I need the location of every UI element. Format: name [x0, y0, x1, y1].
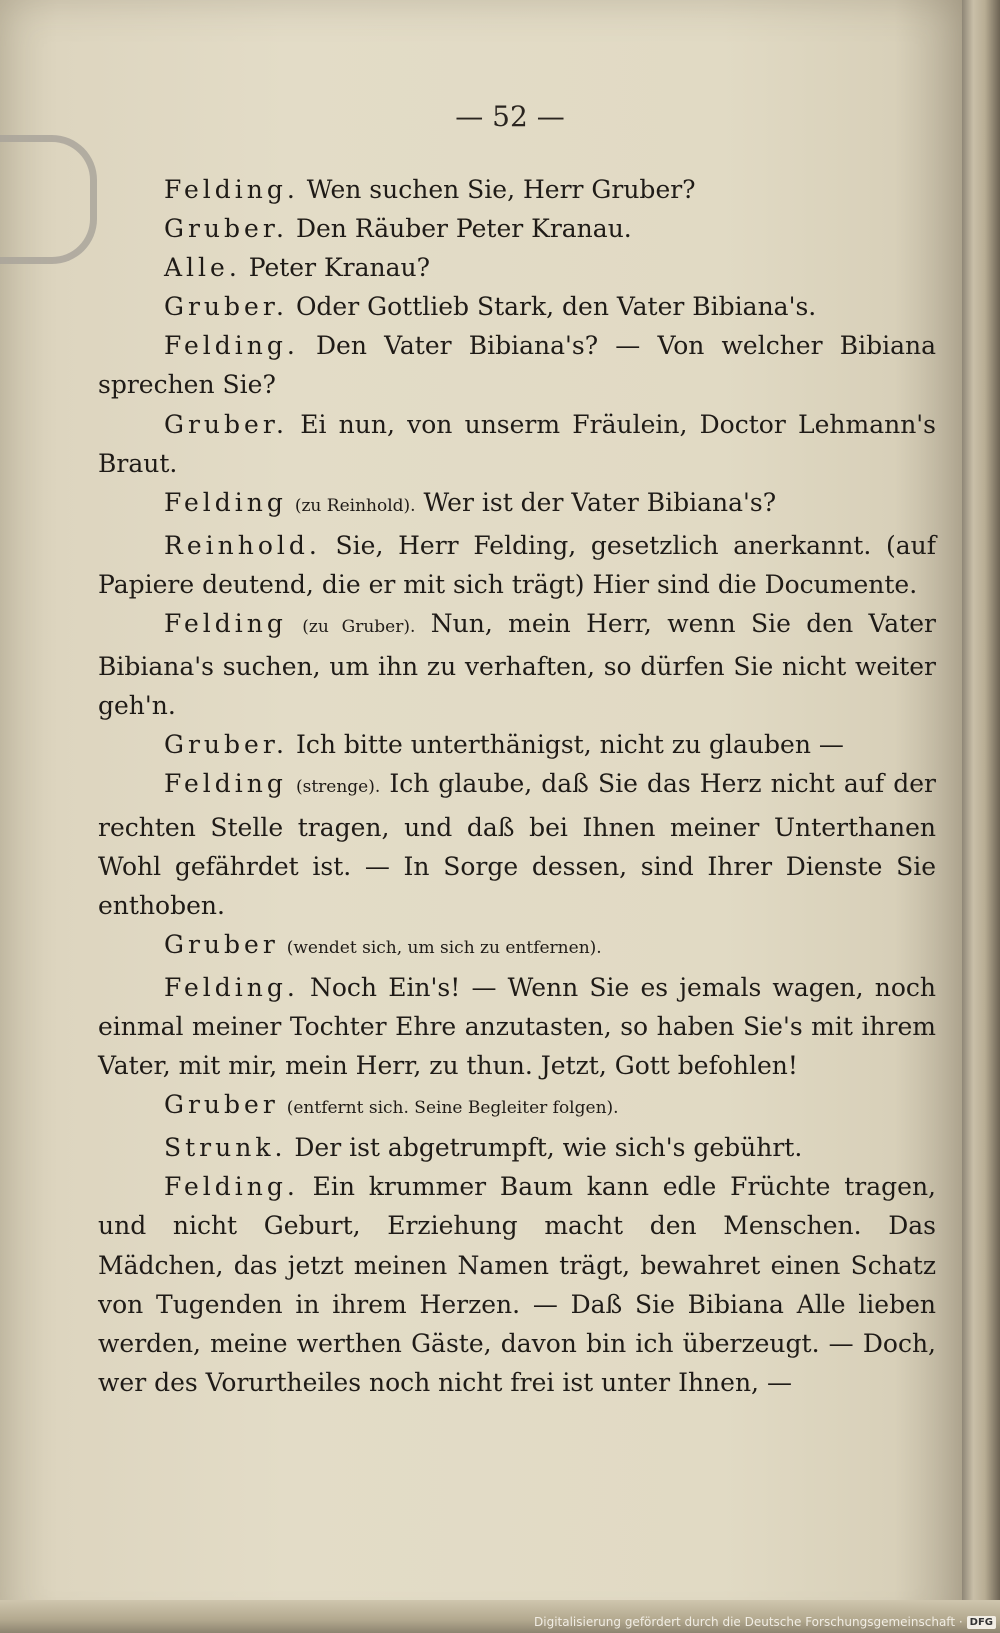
credit-text: Digitalisierung gefördert durch die Deutsche Forschungsgemeinschaft · — [534, 1615, 963, 1629]
dialogue-line — [98, 209, 936, 248]
speaker-name: Strunk. — [164, 1133, 287, 1163]
dialogue-line — [98, 405, 936, 483]
spoken-text: Ein krummer Baum kann edle Früchte tragen, und nicht Geburt, Erziehung macht den Menschen. Das Mädchen, das jetzt meinen Namen trägt, bewahret einen Schatz von Tugenden in ihrem Herzen. — Daß Sie Bibiana Alle lieben werden, meine werthen Gäste, davon bin ich überzeugt. — Doch, wer des Vorurtheiles noch nicht frei ist unter Ihnen, — — [98, 1172, 936, 1397]
speaker-name: Felding. — [164, 972, 299, 1002]
page-edge-right — [962, 0, 1000, 1633]
stage-direction: (strenge). — [295, 777, 381, 798]
dialogue-line — [98, 287, 936, 326]
spoken-text: Noch Ein's! — Wenn Sie es jemals wagen, noch einmal meiner Tochter Ehre anzutasten, so haben Sie's mit ihrem Vater, mit mir, mein Herr, zu thun. Jetzt, Gott befohlen! — [98, 972, 937, 1081]
spoken-text: Oder Gottlieb Stark, den Vater Bibiana's. — [295, 292, 817, 322]
dialogue-line — [98, 170, 936, 209]
spoken-text: Wen suchen Sie, Herr Gruber? — [306, 175, 696, 204]
speaker-name: Reinhold. — [164, 530, 321, 560]
spoken-text: Wer ist der Vater Bibiana's? — [423, 487, 777, 517]
spoken-text: Den Räuber Peter Kranau. — [295, 214, 632, 244]
dialogue-line — [98, 526, 936, 604]
spoken-text: Ich glaube, daß Sie das Herz nicht auf der rechten Stelle tragen, und daß bei Ihnen meiner Unterthanen Wohl gefährdet ist. — In Sorge dessen, sind Ihrer Dienste Sie enthoben. — [98, 769, 936, 920]
dialogue-line — [98, 483, 936, 526]
dialogue-line — [98, 968, 936, 1085]
digitization-credit — [534, 1615, 996, 1629]
dialogue-line — [98, 248, 936, 287]
stage-direction: (zu Reinhold). — [294, 495, 416, 516]
spoken-text: Ich bitte unterthänigst, nicht zu glauben — — [295, 730, 844, 760]
speaker-name: Gruber. — [164, 292, 288, 322]
speaker-name: Gruber. — [164, 214, 288, 244]
spoken-text: Der ist abgetrumpft, wie sich's gebührt. — [294, 1133, 803, 1163]
speaker-name: Felding — [164, 609, 287, 639]
dialogue-line — [98, 764, 936, 924]
speaker-name: Alle. — [164, 253, 241, 283]
speaker-name: Gruber — [164, 929, 279, 959]
speaker-name: Felding — [164, 769, 287, 799]
page-number: — 52 — — [455, 100, 565, 133]
speaker-name: Gruber — [164, 1090, 279, 1120]
page-text — [98, 170, 936, 1402]
dialogue-line — [98, 925, 936, 968]
spoken-text: Sie, Herr Felding, gesetzlich anerkannt. (auf Papiere deutend, die er mit sich trägt) Hier sind die Documente. — [98, 530, 936, 599]
spoken-text: Peter Kranau? — [248, 253, 431, 283]
speaker-name: Gruber. — [164, 730, 288, 760]
dialogue-line — [98, 1085, 936, 1128]
page-clip — [0, 135, 97, 264]
dfg-logo: DFG — [967, 1616, 996, 1629]
dialogue-line — [98, 725, 936, 764]
stage-direction: (entfernt sich. Seine Begleiter folgen). — [286, 1098, 619, 1119]
dialogue-line — [98, 604, 936, 725]
spoken-text: Nun, mein Herr, wenn Sie den Vater Bibiana's suchen, um ihn zu verhaften, so dürfen Sie nicht weiter geh'n. — [98, 609, 936, 721]
spoken-text: Den Vater Bibiana's? — Von welcher Bibiana sprechen Sie? — [98, 331, 936, 400]
speaker-name: Felding. — [164, 175, 299, 204]
spoken-text: Ei nun, von unserm Fräulein, Doctor Lehmann's Braut. — [98, 409, 936, 478]
speaker-name: Felding. — [164, 331, 299, 361]
speaker-name: Gruber. — [164, 409, 288, 439]
speaker-name: Felding. — [164, 1172, 299, 1202]
dialogue-line — [98, 1167, 936, 1402]
speaker-name: Felding — [164, 487, 287, 517]
dialogue-line — [98, 326, 936, 404]
dialogue-line — [98, 1128, 936, 1167]
stage-direction: (zu Gruber). — [302, 617, 416, 638]
stage-direction: (wendet sich, um sich zu entfernen). — [286, 937, 602, 958]
